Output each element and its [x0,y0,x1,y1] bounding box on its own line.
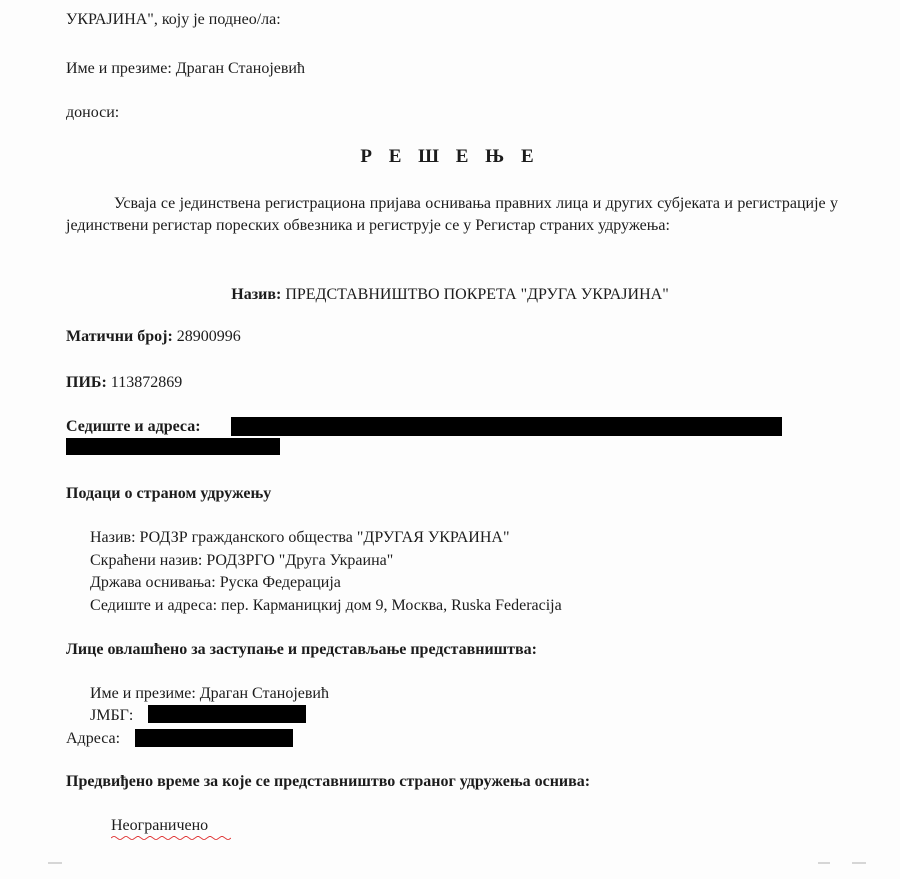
pib-line [66,373,182,393]
page-edge-mark-right-1 [818,862,830,864]
entity-name-label: Назив: [231,286,282,303]
entity-name-line [0,285,900,305]
entity-name-value: ПРЕДСТАВНИШТВО ПОКРЕТА "ДРУГА УКРАЈИНА" [285,286,669,303]
decision-paragraph: Усваја се јединствена регистрациона пријава оснивања правних лица и других субјеката и регистрације у јединствени регистар пореских обвезника и региструје се у Регистар страних удружења: [66,195,838,234]
spellcheck-underline [111,836,231,840]
page-edge-mark-right-2 [852,862,866,864]
duration-value: Неограничено [111,817,209,834]
reg-number-label: Матични број: [66,328,173,345]
auth-jmbg-label: ЈМБГ: [90,707,134,724]
authorized-heading: Лице овлашћено за заступање и представљање представништва: [66,641,537,658]
foreign-state: Држава оснивања: Руска Федерација [90,574,341,591]
auth-name: Име и презиме: Драган Станојевић [90,685,329,702]
page-edge-mark-left [48,862,62,864]
redaction-seat-1 [231,417,782,436]
auth-address-label: Адреса: [66,730,121,747]
reg-number-line [66,327,241,347]
foreign-short-name: Скраћени назив: РОДЗРГО "Друга Украина" [90,552,394,569]
reg-number-value: 28900996 [176,328,241,345]
duration-heading: Предвиђено време за које се представништво страног удружења оснива: [66,773,591,790]
document-title: Р Е Ш Е Њ Е [360,146,540,167]
pib-value: 113872869 [110,374,183,391]
redaction-seat-2 [66,438,280,455]
pib-label: ПИБ: [66,374,107,391]
applicant-name: Име и презиме: Драган Станојевић [66,60,305,77]
decides-line: доноси: [66,104,120,121]
redaction-jmbg [148,705,306,723]
foreign-name: Назив: РОДЗР гражданского общества "ДРУГАЯ УКРАИНА" [90,529,510,546]
foreign-seat: Седиште и адреса: пер. Карманицкиј дом 9, Москва, Ruska Federacija [90,597,562,614]
top-line: УКРАЈИНА", коју је поднео/ла: [66,11,281,28]
foreign-heading: Подаци о страном удружењу [66,485,272,502]
redaction-address [135,729,293,747]
seat-label: Седиште и адреса: [66,418,201,435]
